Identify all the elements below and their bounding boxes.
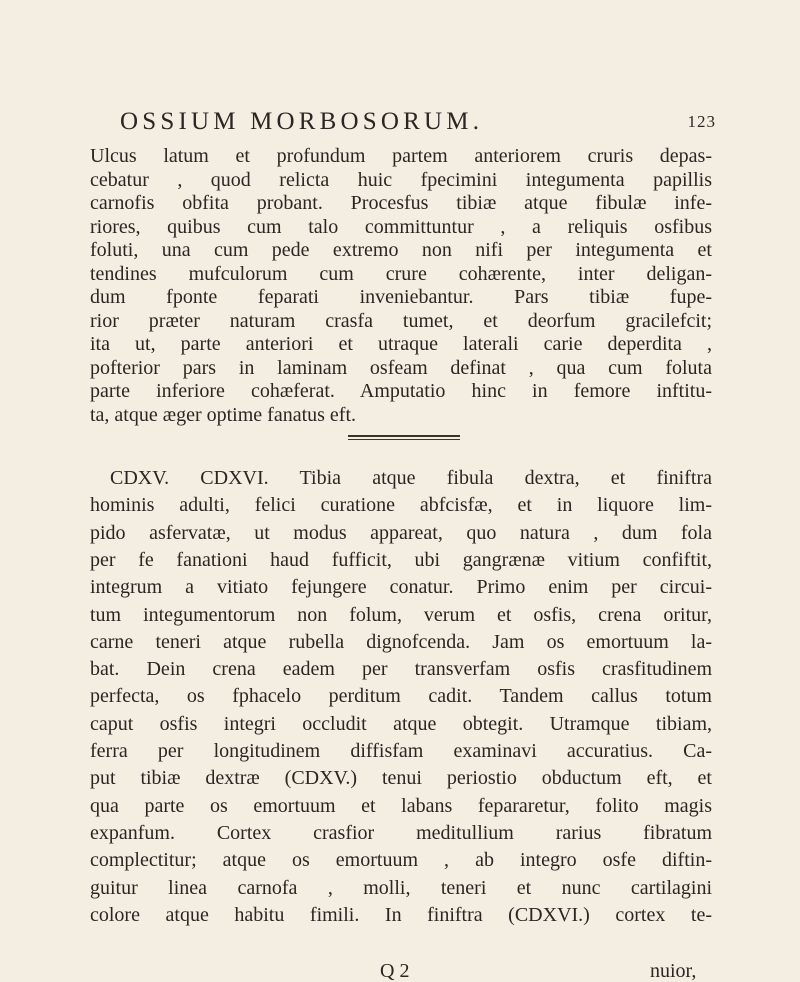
text-line: ita ut, parte anteriori et utraque laterali carie deperdita ,: [90, 333, 712, 355]
text-line: foluti, una cum pede extremo non nifi per integumenta et: [90, 239, 712, 261]
text-line: colore atque habitu fimili. In finiftra (CDXVI.) cortex te-: [90, 903, 712, 926]
text-line: cebatur , quod relicta huic fpecimini integumenta papillis: [90, 168, 712, 191]
text-line: bat. Dein crena eadem per transverfam osfis crasfitudinem: [90, 658, 712, 681]
section-divider: [348, 435, 460, 440]
text-line: carne teneri atque rubella dignofcenda. Jam os emortuum la-: [90, 630, 712, 653]
text-line: integrum a vitiato fejungere conatur. Primo enim per circui-: [90, 576, 712, 599]
text-line: guitur linea carnofa , molli, teneri et nunc cartilagini: [90, 876, 712, 899]
signature-mark: Q 2: [380, 960, 410, 982]
text-line: expanfum. Cortex crasfior meditullium rarius fibratum: [90, 821, 712, 844]
text-line: carnofis obfita probant. Procesfus tibiæ atque fibulæ infe-: [90, 192, 712, 214]
text-line: tendines mufculorum cum crure cohærente, inter deligan-: [90, 262, 712, 285]
running-title: OSSIUM MORBOSORUM.: [120, 108, 484, 135]
catchword: nuior,: [650, 960, 697, 982]
text-line: perfecta, os fphacelo perditum cadit. Tandem callus totum: [90, 685, 712, 708]
text-line: put tibiæ dextræ (CDXV.) tenui periostio obductum eft, et: [90, 767, 712, 790]
text-line: parte inferiore cohæferat. Amputatio hinc in femore inftitu-: [90, 380, 712, 402]
text-line: ta, atque æger optime fanatus eft.: [90, 403, 357, 426]
text-line: pido asfervatæ, ut modus appareat, quo natura , dum fola: [90, 521, 712, 544]
text-line: CDXV. CDXVI. Tibia atque fibula dextra, et finiftra: [110, 467, 712, 489]
text-line: riores, quibus cum talo committuntur , a reliquis osfibus: [90, 215, 712, 238]
text-line: hominis adulti, felici curatione abfcisfæ, et in liquore lim-: [90, 494, 712, 517]
text-line: Ulcus latum et profundum partem anteriorem cruris depas-: [90, 145, 712, 167]
text-line: dum fponte feparati inveniebantur. Pars tibiæ fupe-: [90, 286, 712, 308]
text-line: qua parte os emortuum et labans fepararetur, folito magis: [90, 794, 712, 817]
text-line: rior præter naturam crasfa tumet, et deorfum gracilefcit;: [90, 309, 712, 332]
text-line: pofterior pars in laminam osfeam definat , qua cum foluta: [90, 356, 712, 379]
text-line: complectitur; atque os emortuum , ab integro osfe diftin-: [90, 849, 712, 872]
text-line: tum integumentorum non folum, verum et osfis, crena oritur,: [90, 603, 712, 626]
text-line: per fe fanationi haud fufficit, ubi gangrænæ vitium confiftit,: [90, 548, 712, 571]
page-number: 123: [687, 112, 716, 131]
running-header: [120, 108, 716, 136]
text-line: ferra per longitudinem diffisfam examinavi accuratius. Ca-: [90, 740, 712, 762]
text-line: caput osfis integri occludit atque obtegit. Utramque tibiam,: [90, 712, 712, 735]
